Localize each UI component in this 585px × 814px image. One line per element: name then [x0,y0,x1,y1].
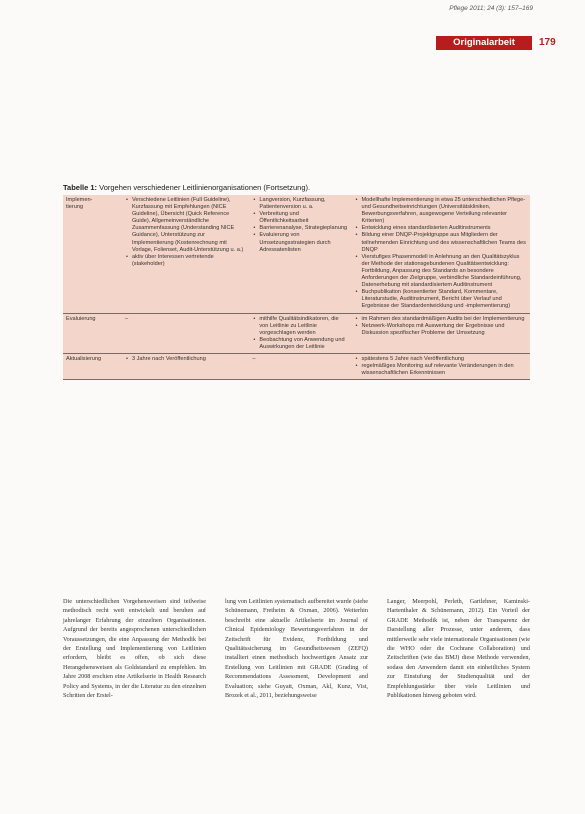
table-cell [122,353,249,379]
row-label: Aktualisierung [63,353,122,379]
bullet-list [355,356,527,377]
bullet-list [355,316,527,337]
bullet-item: • Langversion, Kurzfassung, Patientenversion u. a. [259,197,348,211]
bullet-item: • Netzwerk-Workshops mit Auswertung der Ergebnisse und Diskussion spezifischer Probleme der Umsetzung [362,323,527,337]
row-label: Implemen- tierung [63,195,122,313]
cell-text: – [252,355,256,362]
bullet-item: • regelmäßiges Monitoring auf relevante Veränderungen in den wissenschaftlichen Erkenntnissen [362,363,527,377]
table-row [63,353,530,379]
bullet-item: • Buchpublikation (konsentierter Standard, Kommentare, Literaturstudie, Auditinstrument, Bericht über Verlauf und Ergebnisse der Standardentwicklung und -implementierung) [362,289,527,310]
row-label: Evaluierung [63,313,122,353]
bullet-list [252,197,348,254]
bullet-item: • Modellhafte Implementierung in etwa 25 unterschiedlichen Pflege- und Gesundheitseinrichtungen (Universitätskliniken, Bewerbungsverfahren, ausgewogene Verteilung relevanter Kriterien) [362,197,527,225]
bullet-item: • mithilfe Qualitätsindikatoren, die von Leitlinie zu Leitlinie vorgeschlagen werden [259,316,348,337]
table-row [63,313,530,353]
table-row [63,195,530,313]
table-caption-text: Vorgehen verschiedener Leitlinienorganisationen (Fortsetzung). [97,183,311,192]
bullet-item: • Verbreitung und Öffentlichkeitsarbeit [259,211,348,225]
bullet-item: • 3 Jahre nach Veröffentlichung [132,356,246,363]
bullet-item: • Entwicklung eines standardisierten Auditinstruments [362,225,527,232]
table-cell [352,195,530,313]
table-caption [63,183,310,192]
table-cell [122,313,249,353]
bullet-list [125,197,246,268]
bullet-list [125,356,246,363]
bullet-list [355,197,527,311]
bullet-item: • Beobachtung von Anwendung und Auswirkungen der Leitlinie [259,337,348,351]
paragraph: Die unterschiedlichen Vorgehensweisen sind teilweise methodisch recht weit entwickelt und beruhen auf jahrelanger Erfahrung der einzelnen Organisationen. Aufgrund der bereits angesprochenen unterschiedlichen Voraussetzungen, die eine Anpassung der Methodik bei der Erstellung und Implementierung von Leitlinien erfordern, bleibt es offen, ob sich diese Herangehensweisen als Goldstandard zu empfehlen. Im Jahre 2008 erschien eine Artikelserie in Health Research Policy and Systems, in der die Literatur zu den einzelnen Schritten der Erstel- [63,598,206,700]
bullet-list [252,316,348,351]
bullet-item: • Vierstufiges Phasenmodell in Anlehnung an den Qualitätszyklus der Methode der stationsgebundenen Qualitätsentwicklung: Fortbildung, Anpassung des Standards an besondere Anforderungen der Zielgruppe, verbindliche Standardeinführung, Datenerhebung mit standardisiertem Auditinstrument [362,254,527,289]
text-column-3 [387,597,530,700]
table-caption-number: Tabelle 1: [63,183,98,192]
table-cell [352,353,530,379]
page-number: 179 [539,37,556,48]
bullet-item: • Verschiedene Leitlinien (Full Guideline), Kurzfassung mit Empfehlungen (NICE Guideline), Übersicht (Quick Reference Guide), Allgemeinverständliche Zusammenfassung (Understanding NICE Guidance), Unterstützung zur Implementierung (Kostenrechnung mit Vorlage, Folienset, Audit-Unterstützung u. a.) [132,197,246,254]
text-column-1 [63,597,206,700]
bullet-item: • Evaluierung von Umsetzungsstrategien durch Adressatenlisten [259,232,348,253]
table-cell [249,195,351,313]
bullet-item: • Bildung einer DNQP-Projektgruppe aus Mitgliedern der teilnehmenden Einrichtung und des wissenschaftlichen Teams des DNQP [362,232,527,253]
section-label: Originalarbeit [436,36,532,50]
bullet-item: • Barrierenanalyse, Strategieplanung [259,225,348,232]
table-cell [122,195,249,313]
table-cell [249,353,351,379]
bullet-item: • im Rahmen des standardmäßigen Audits bei der Implementierung [362,316,527,323]
bullet-item: • aktiv über Interessen vertretende (stakeholder) [132,254,246,268]
table-cell [249,313,351,353]
paragraph: Langer, Meerpohl, Perleth, Gartlehner, Kaminski-Hartenthaler & Schünemann, 2012). Ein Vorteil der GRADE Methodik ist, neben der Transparenz der Darstellung aller Prozesse, unter anderem, dass mittlerweile sehr viele internationale Organisationen (wie die WHO oder die Cochrane Collaboration) und Zeitschriften (wie das BMJ) diese Methode verwenden, sodass den Anwendern damit ein einheitliches System zur Einstufung der Studienqualität und der Empfehlungsstärke über viele Leitlinien und Publikationen hinweg geboten wird. [387,598,530,700]
bullet-item: • spätestens 5 Jahre nach Veröffentlichung [362,356,527,363]
text-column-2 [225,597,368,700]
guideline-table [63,195,530,380]
table-cell [352,313,530,353]
cell-text: – [124,315,129,322]
header-citation: Pflege 2011; 24 (3): 157–169 [449,5,533,12]
paragraph: lung von Leitlinien systematisch aufbereitet wurde (siehe Schünemann, Fretheim & Oxman, 2006). Weiterhin beschreibt eine aktuelle Artikelserie im Journal of Clinical Epidemiology Bewertungsverfahren in der Zeitschrift für Evidenz, Fortbildung und Qualitätssicherung im Gesundheitswesen (ZEFQ) installiert einen methodisch hochwertigen Ansatz zur Erstellung von Leitlinien mit GRADE (Grading of Recommendations Assessment, Development and Evaluation; siehe Guyatt, Oxman, Akl, Kunz, Vist, Brozek et al., 2011, beziehungsweise [225,598,368,700]
